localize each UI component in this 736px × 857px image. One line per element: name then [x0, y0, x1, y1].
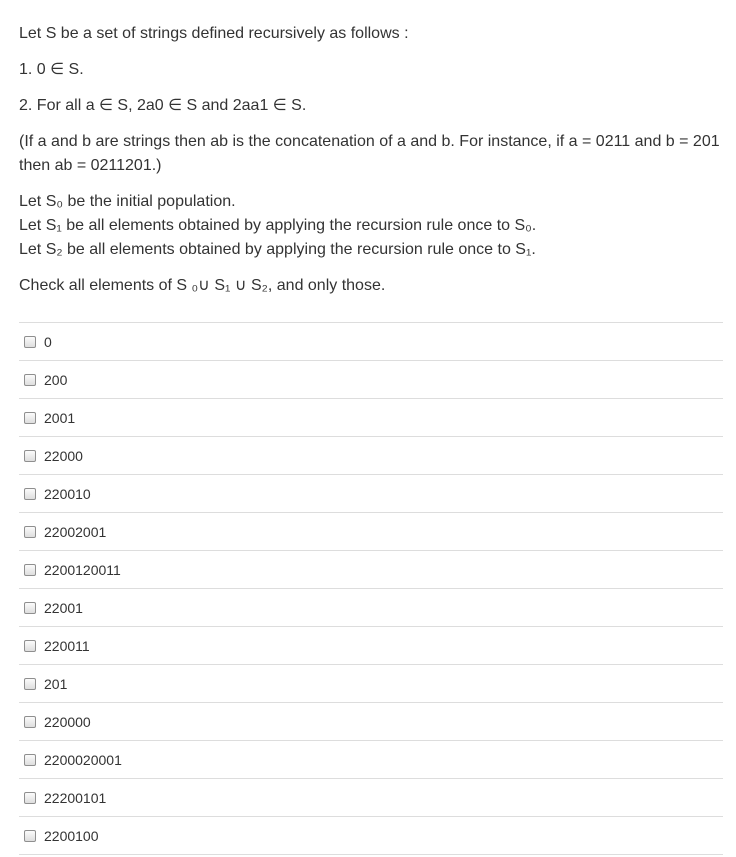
- option-label[interactable]: 2001: [44, 409, 76, 426]
- answer-option[interactable]: [19, 323, 723, 361]
- checkbox[interactable]: [24, 336, 36, 348]
- checkbox[interactable]: [24, 716, 36, 728]
- answer-option[interactable]: [19, 589, 723, 627]
- question-s1: Let S₁ be all elements obtained by applying the recursion rule once to S₀.: [19, 217, 537, 234]
- option-label[interactable]: 201: [44, 675, 68, 692]
- option-label[interactable]: 2200100: [44, 827, 99, 844]
- checkbox[interactable]: [24, 374, 36, 386]
- checkbox[interactable]: [24, 564, 36, 576]
- checkbox[interactable]: [24, 450, 36, 462]
- answer-option[interactable]: [19, 399, 723, 437]
- answer-options-list: [19, 322, 723, 855]
- answer-option[interactable]: [19, 817, 723, 855]
- question-instruction: Check all elements of S ₀∪ S₁ ∪ S₂, and only those.: [19, 277, 386, 294]
- question-rule-2: 2. For all a ∈ S, 2a0 ∈ S and 2aa1 ∈ S.: [19, 97, 307, 114]
- checkbox[interactable]: [24, 602, 36, 614]
- answer-option[interactable]: [19, 437, 723, 475]
- option-label[interactable]: 220011: [44, 637, 90, 654]
- option-label[interactable]: 220000: [44, 713, 91, 730]
- question-rule-1: 1. 0 ∈ S.: [19, 61, 84, 78]
- option-label[interactable]: 2200020001: [44, 751, 122, 768]
- answer-option[interactable]: [19, 741, 723, 779]
- option-label[interactable]: 22002001: [44, 523, 107, 540]
- checkbox[interactable]: [24, 640, 36, 652]
- answer-option[interactable]: [19, 779, 723, 817]
- option-label[interactable]: 0: [44, 333, 52, 350]
- checkbox[interactable]: [24, 792, 36, 804]
- answer-option[interactable]: [19, 703, 723, 741]
- answer-option[interactable]: [19, 627, 723, 665]
- question-intro: Let S be a set of strings defined recursively as follows :: [19, 25, 409, 42]
- checkbox[interactable]: [24, 678, 36, 690]
- question-note: (If a and b are strings then ab is the concatenation of a and b. For instance, if a = 0211 and b = 201 then ab = 0211201.): [19, 133, 720, 174]
- option-label[interactable]: 200: [44, 371, 68, 388]
- option-label[interactable]: 2200120011: [44, 561, 121, 578]
- option-label[interactable]: 220010: [44, 485, 91, 502]
- answer-option[interactable]: [19, 513, 723, 551]
- option-label[interactable]: 22001: [44, 599, 83, 616]
- question-text: [19, 22, 723, 310]
- question-s0: Let S₀ be the initial population.: [19, 193, 236, 210]
- checkbox[interactable]: [24, 412, 36, 424]
- answer-option[interactable]: [19, 361, 723, 399]
- checkbox[interactable]: [24, 488, 36, 500]
- option-label[interactable]: 22000: [44, 447, 83, 464]
- answer-option[interactable]: [19, 475, 723, 513]
- option-label[interactable]: 22200101: [44, 789, 107, 806]
- checkbox[interactable]: [24, 754, 36, 766]
- answer-option[interactable]: [19, 665, 723, 703]
- checkbox[interactable]: [24, 830, 36, 842]
- answer-option[interactable]: [19, 551, 723, 589]
- checkbox[interactable]: [24, 526, 36, 538]
- question-s2: Let S₂ be all elements obtained by applying the recursion rule once to S₁.: [19, 241, 536, 258]
